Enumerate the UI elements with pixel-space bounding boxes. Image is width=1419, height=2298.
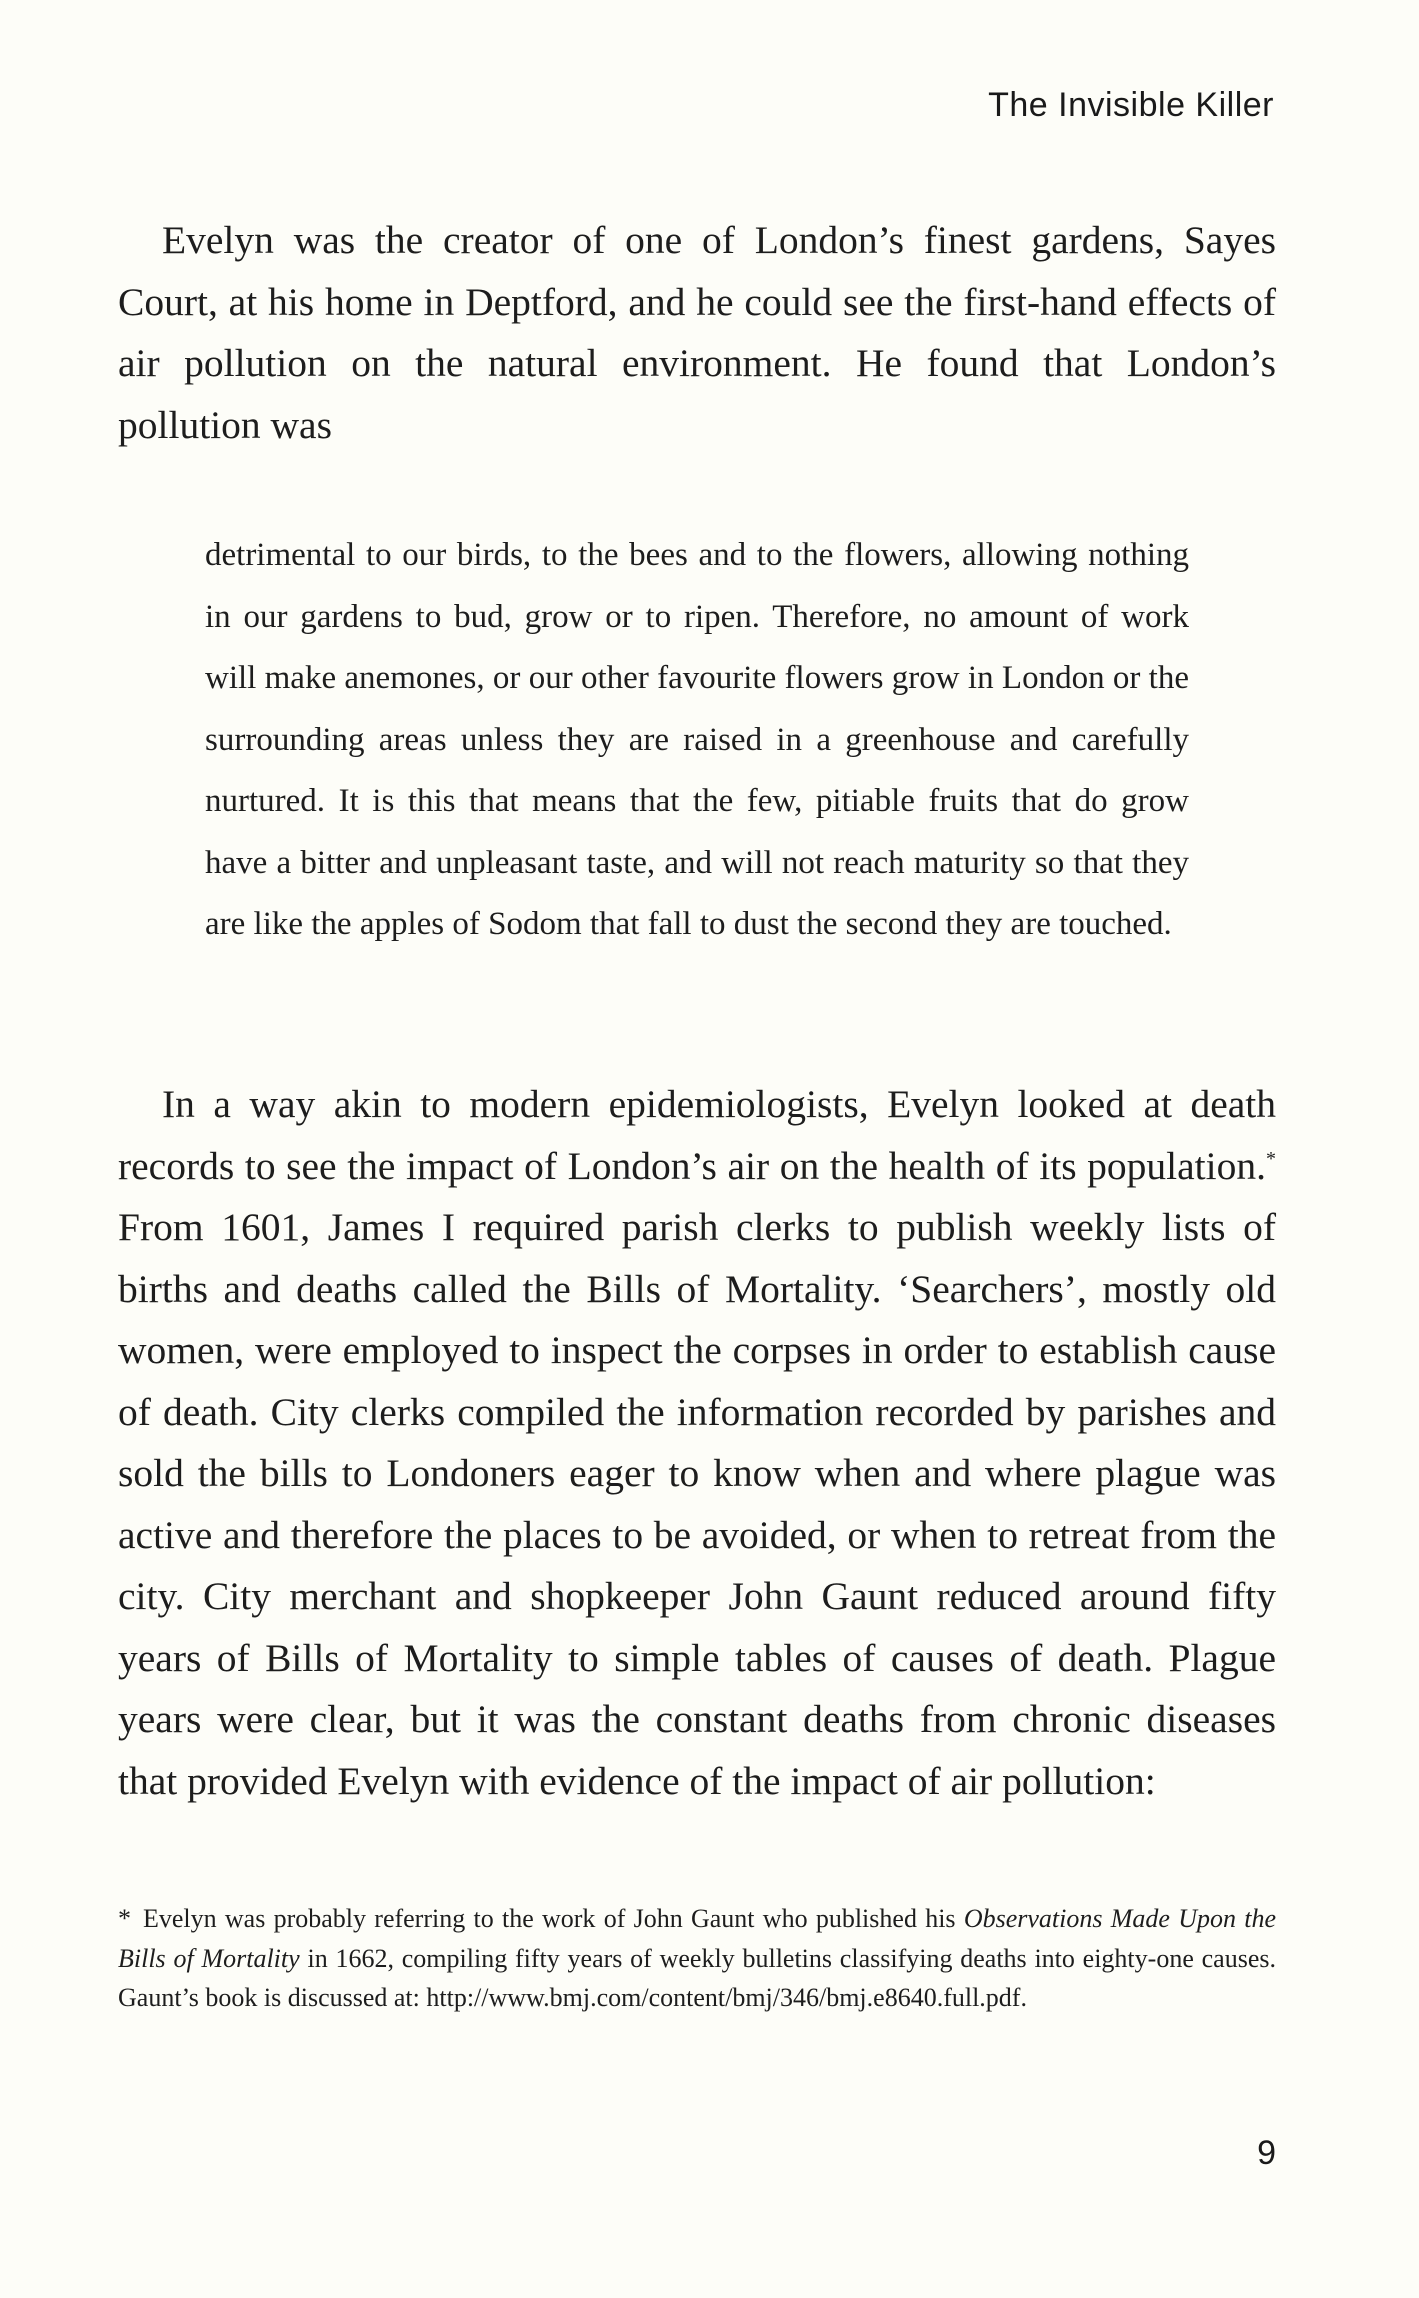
footnote-reference: * (1266, 1147, 1276, 1170)
running-head: The Invisible Killer (988, 86, 1274, 124)
footnote-book-title: Observations Made Upon the Bills of Mortality (118, 1904, 1276, 1973)
footnote-text-start: Evelyn was probably referring to the work of John Gaunt who published his (143, 1904, 964, 1933)
footnote-marker: * (118, 1904, 131, 1933)
block-quote: detrimental to our birds, to the bees and to the flowers, allowing nothing in our gardens to bud, grow or to ripen. Therefore, no amount of work will make anemones, or our other favourite flowers grow in London or the surrounding areas unless they are raised in a greenhouse and carefully nurtured. It is this that means that the few, pitiable fruits that do grow have a bitter and unpleasant taste, and will not reach maturity so that they are like the apples of Sodom that fall to dust the second they are touched. (205, 537, 1189, 942)
footnote-text-end: in 1662, compiling fifty years of weekly bulletins classifying deaths into eighty-one causes. Gaunt’s book is discussed at: http://www.bmj.com/content/bmj/346/bmj.e8640.full.pdf. (118, 1943, 1276, 2012)
paragraph-2-rest: From 1601, James I required parish clerks to publish weekly lists of births and deaths called the Bills of Mortality. ‘Searchers’, mostly old women, were employed to inspect the corpses in order to establish cause of death. City clerks compiled the information recorded by parishes and sold the bills to Londoners eager to know when and where plague was active and therefore the places to be avoided, or when to retreat from the city. City merchant and shopkeeper John Gaunt reduced around fifty years of Bills of Mortality to simple tables of causes of death. Plague years were clear, but it was the constant deaths from chronic diseases that provided Evelyn with evidence of the impact of air pollution: (118, 1205, 1276, 1803)
page-number: 9 (1257, 2134, 1276, 2172)
paragraph-2-start: In a way akin to modern epidemiologists, Evelyn looked at death records to see the impact of London’s air on the health of its population. (118, 1082, 1276, 1188)
paragraph-2 (118, 1074, 1276, 1812)
paragraph-1: Evelyn was the creator of one of London’s finest gardens, Sayes Court, at his home in Deptford, and he could see the first-hand effects of air pollution on the natural environment. He found that London’s pollution was (118, 218, 1276, 447)
footnote (118, 1899, 1276, 2018)
